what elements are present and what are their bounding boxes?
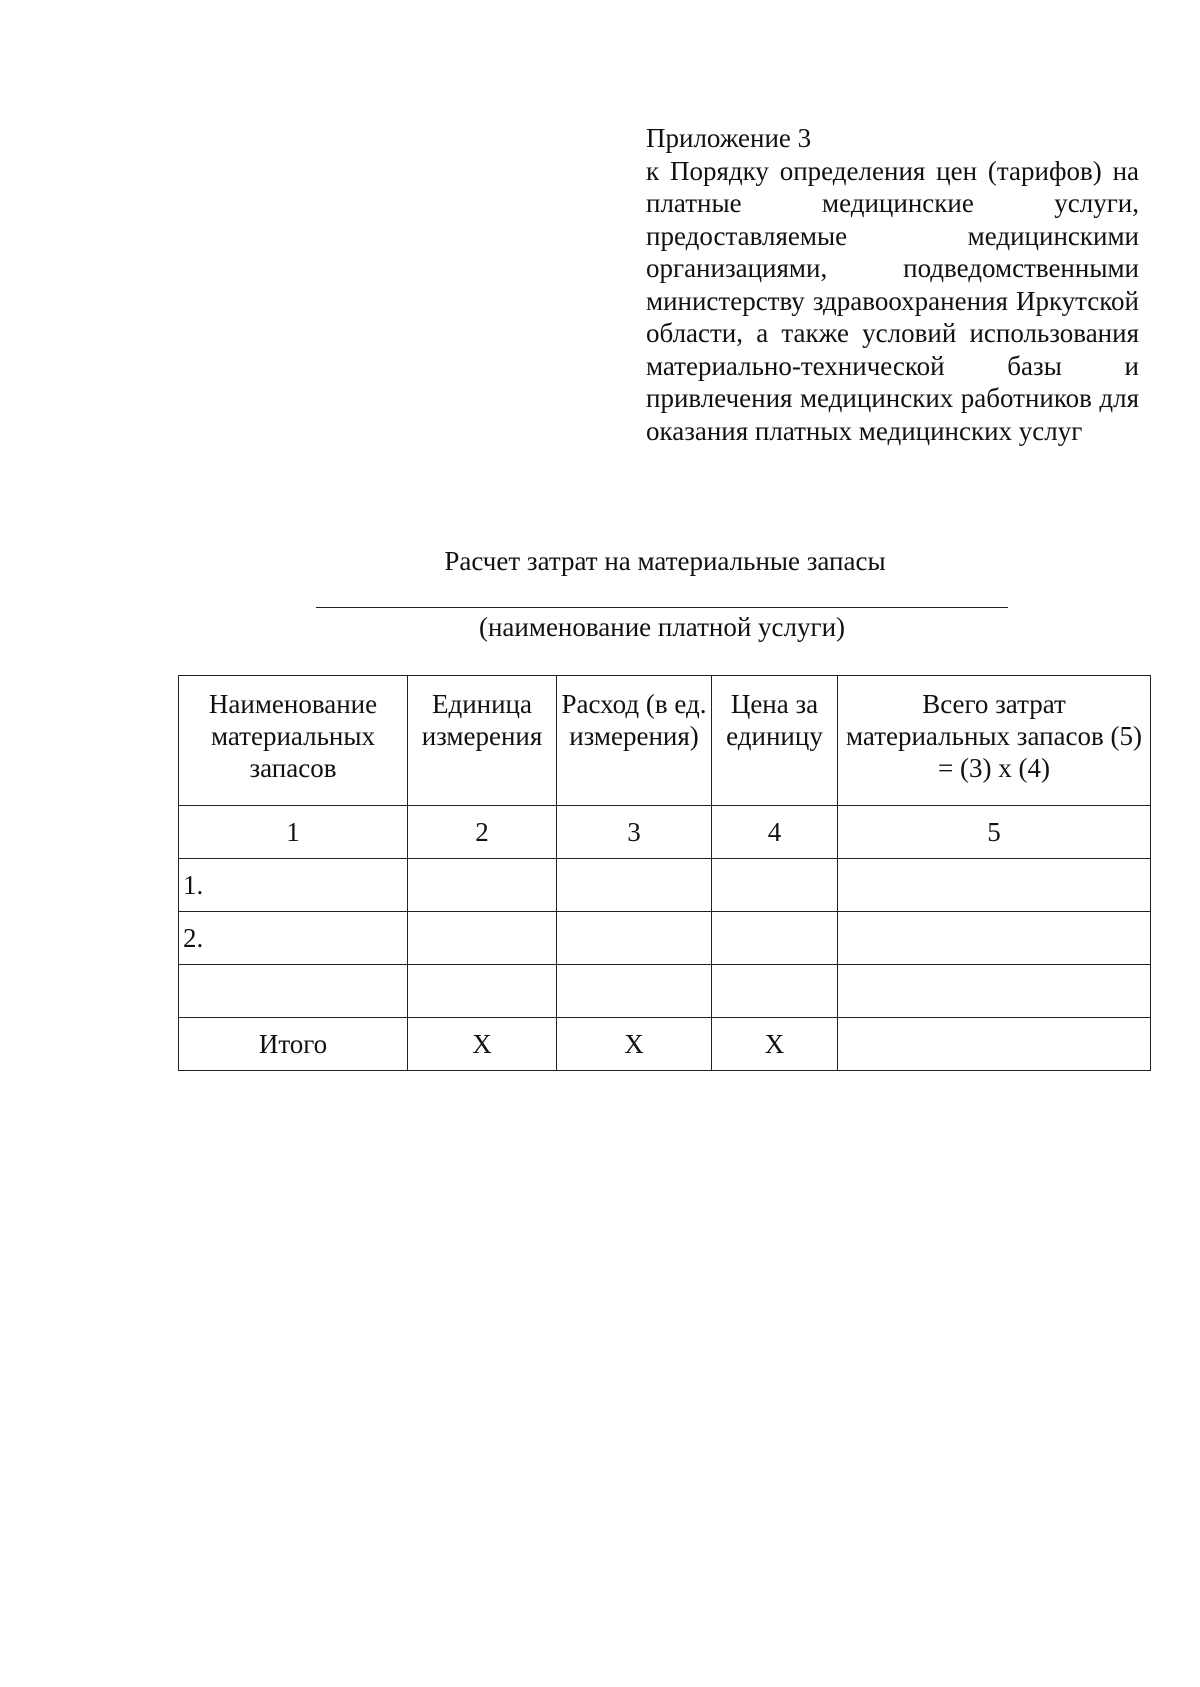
table-header-row: [179, 676, 1151, 806]
header-unit-price: Цена за единицу: [712, 676, 838, 806]
table-row: [179, 965, 1151, 1018]
appendix-note: [646, 122, 1139, 447]
table-cell: [408, 965, 557, 1018]
total-cell: X: [557, 1018, 712, 1071]
header-unit: Единица измерения: [408, 676, 557, 806]
table-row: [179, 859, 1151, 912]
table-cell: [838, 912, 1151, 965]
header-consumption: Расход (в ед. измерения): [557, 676, 712, 806]
column-number: 2: [408, 806, 557, 859]
table-cell: [838, 965, 1151, 1018]
column-number-row: [179, 806, 1151, 859]
row-label: 1.: [179, 859, 408, 912]
table-cell: [712, 859, 838, 912]
service-name-caption: (наименование платной услуги): [478, 612, 846, 642]
table-cell: [408, 859, 557, 912]
table-cell: [557, 859, 712, 912]
table-cell: [557, 965, 712, 1018]
table-row: [179, 912, 1151, 965]
column-number: 5: [838, 806, 1151, 859]
document-title: Расчет затрат на материальные запасы: [444, 546, 886, 576]
column-number: 1: [179, 806, 408, 859]
table-cell: [712, 965, 838, 1018]
service-name-blank-line: [316, 607, 1008, 608]
table-cell: [712, 912, 838, 965]
total-row: [179, 1018, 1151, 1071]
total-label: Итого: [179, 1018, 408, 1071]
material-costs-table: [178, 675, 1151, 1071]
table-cell: [408, 912, 557, 965]
table-cell: [838, 859, 1151, 912]
header-material-name: Наименование материальных запасов: [179, 676, 408, 806]
total-cell: [838, 1018, 1151, 1071]
header-total-cost: Всего затрат материальных запасов (5) = (3) x (4): [838, 676, 1151, 806]
appendix-body: к Порядку определения цен (тарифов) на платные медицинские услуги, предоставляемые медицинскими организациями, подведомственными министерству здравоохранения Иркутской области, а также условий использования материально-технической базы и привлечения медицинских работников для оказания платных медицинских услуг: [646, 155, 1139, 446]
table-cell: [557, 912, 712, 965]
column-number: 3: [557, 806, 712, 859]
total-cell: X: [712, 1018, 838, 1071]
row-label: 2.: [179, 912, 408, 965]
appendix-title: Приложение 3: [646, 123, 812, 153]
column-number: 4: [712, 806, 838, 859]
total-cell: X: [408, 1018, 557, 1071]
row-label: [179, 965, 408, 1018]
